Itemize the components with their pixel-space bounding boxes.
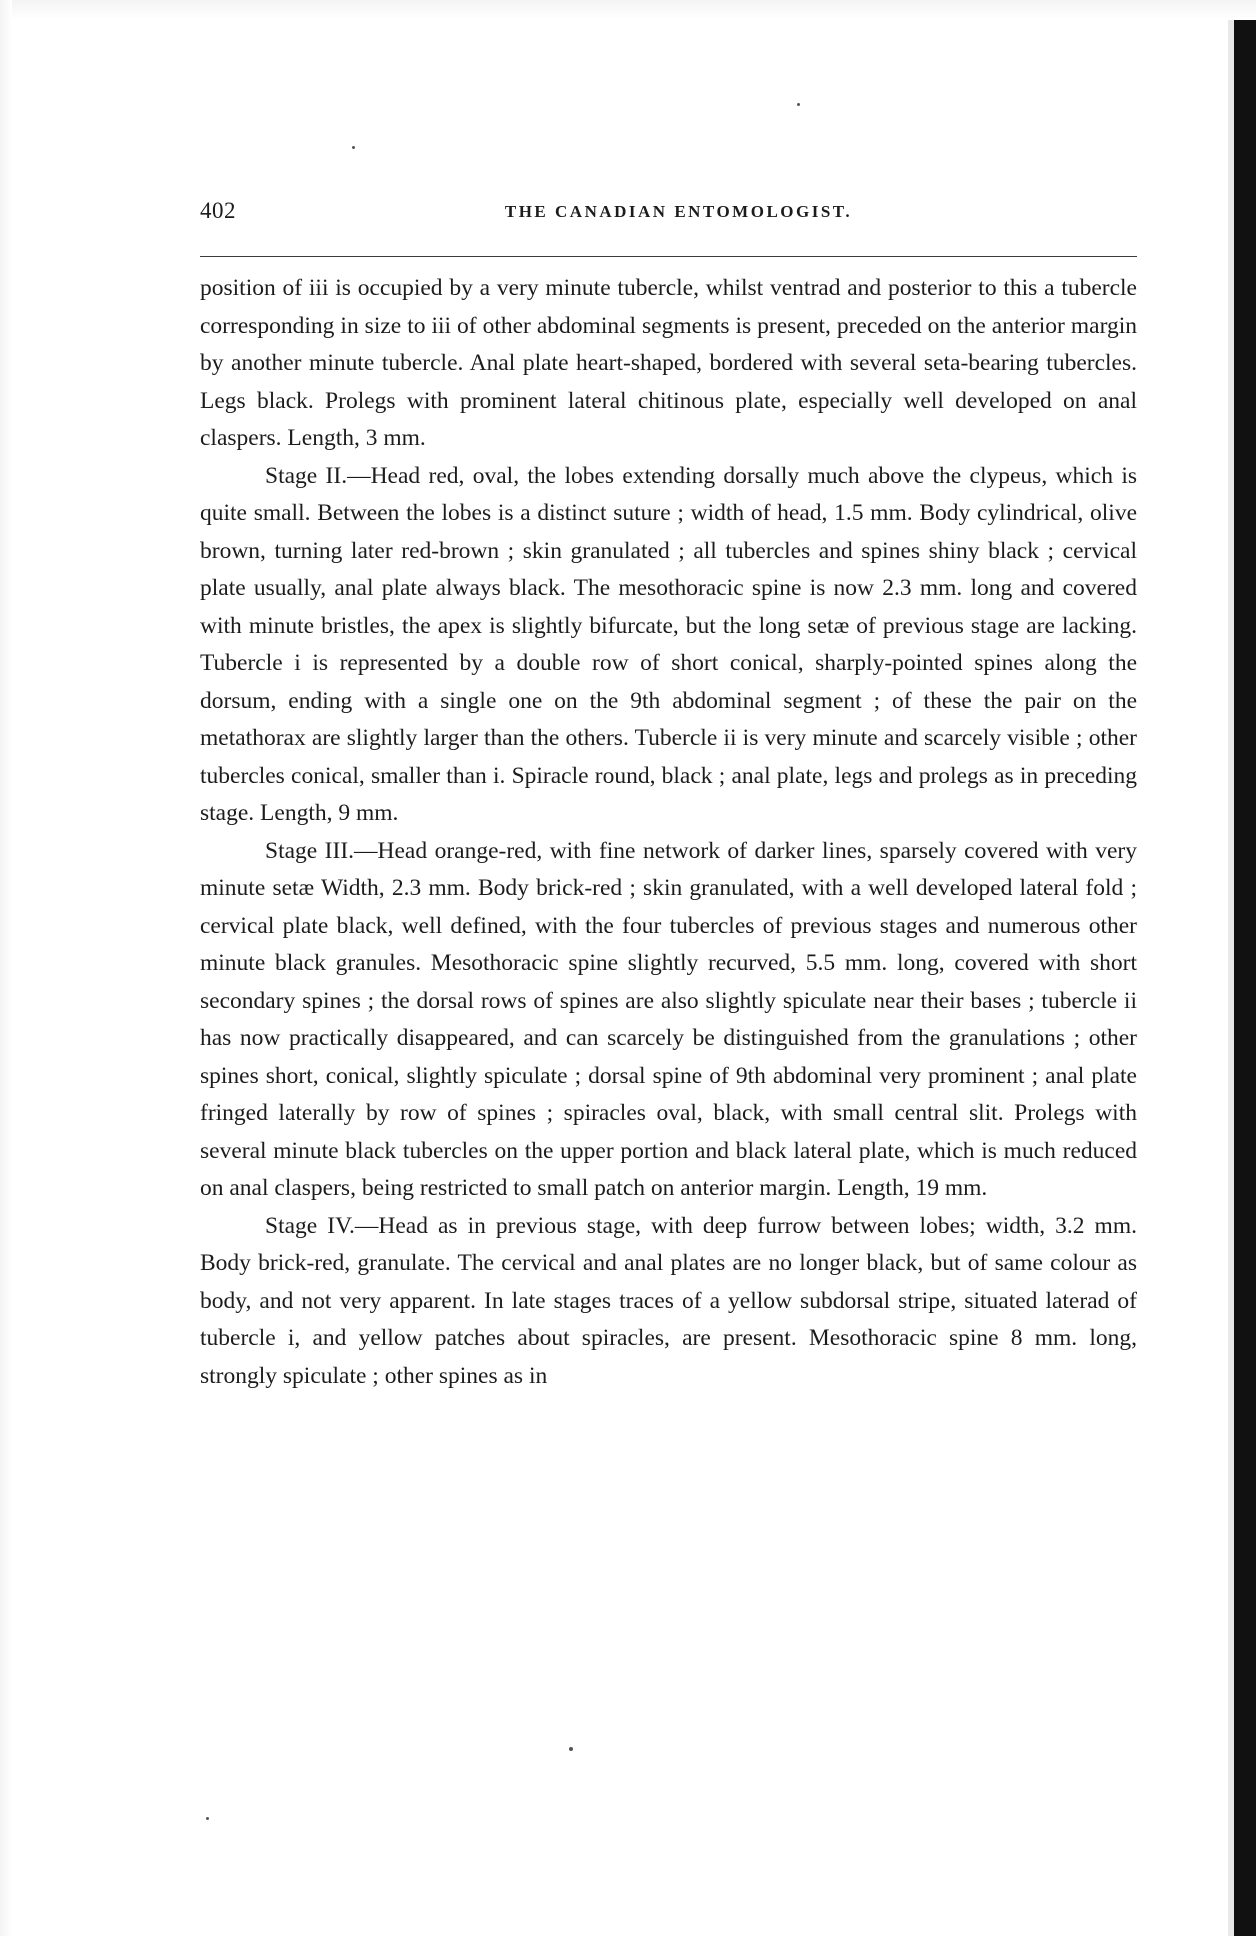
top-shadow — [0, 0, 1256, 20]
scan-speck — [206, 1817, 209, 1820]
scan-speck — [352, 146, 355, 149]
body-text — [200, 270, 1137, 1395]
scan-speck — [569, 1747, 573, 1751]
scan-speck — [797, 103, 800, 106]
paragraph-continuation: position of iii is occupied by a very minute tubercle, whilst ventrad and posterior to this a tubercle corresponding in size to iii of other abdominal segments is present, preceded on the anterior margin by another minute tubercle. Anal plate heart-shaped, bordered with several seta-bearing tubercles. Legs black. Prolegs with prominent lateral chitinous plate, especially well developed on anal claspers. Length, 3 mm. — [200, 275, 1137, 451]
right-scan-border — [1234, 20, 1256, 1936]
left-page-edge — [0, 0, 12, 1936]
page-header — [200, 198, 1137, 228]
paragraph-stage-iv: Stage IV.—Head as in previous stage, with deep furrow between lobes; width, 3.2 mm. Body brick-red, granulate. The cervical and anal plates are no longer black, but of same colour as body, and not very apparent. In late stages traces of a yellow subdorsal stripe, situated laterad of tubercle i, and yellow patches about spiracles, are present. Mesothoracic spine 8 mm. long, strongly spiculate ; other spines as in — [200, 1212, 1137, 1389]
paragraph-stage-ii: Stage II.—Head red, oval, the lobes extending dorsally much above the clypeus, which is quite small. Between the lobes is a distinct suture ; width of head, 1.5 mm. Body cylindrical, olive brown, turning later red-brown ; skin granulated ; all tubercles and spines shiny black ; cervical plate usually, anal plate always black. The mesothoracic spine is now 2.3 mm. long and covered with minute bristles, the apex is slightly bifurcate, but the long setæ of previous stage are lacking. Tubercle i is represented by a double row of short conical, sharply-pointed spines along the dorsum, ending with a single one on the 9th abdominal segment ; of these the pair on the metathorax are slightly larger than the others. Tubercle ii is very minute and scarcely visible ; other tubercles conical, smaller than i. Spiracle round, black ; anal plate, legs and prolegs as in preceding stage. Length, 9 mm. — [200, 462, 1137, 826]
paragraph-stage-iii: Stage III.—Head orange-red, with fine network of darker lines, sparsely covered with very minute setæ Width, 2.3 mm. Body brick-red ; skin granulated, with a well developed lateral fold ; cervical plate black, well defined, with the four tubercles of previous stages and numerous other minute black granules. Mesothoracic spine slightly recurved, 5.5 mm. long, covered with short secondary spines ; the dorsal rows of spines are also slightly spiculate near their bases ; tubercle ii has now practically disappeared, and can scarcely be distinguished from the granulations ; other spines short, conical, slightly spiculate ; dorsal spine of 9th abdominal very prominent ; anal plate fringed laterally by row of spines ; spiracles oval, black, with small central slit. Prolegs with several minute black tubercles on the upper portion and black lateral plate, which is much reduced on anal claspers, being restricted to small patch on anterior margin. Length, 19 mm. — [200, 837, 1137, 1201]
running-head: THE CANADIAN ENTOMOLOGIST. — [504, 202, 853, 221]
page-number: 402 — [200, 198, 236, 223]
header-rule — [200, 256, 1137, 257]
